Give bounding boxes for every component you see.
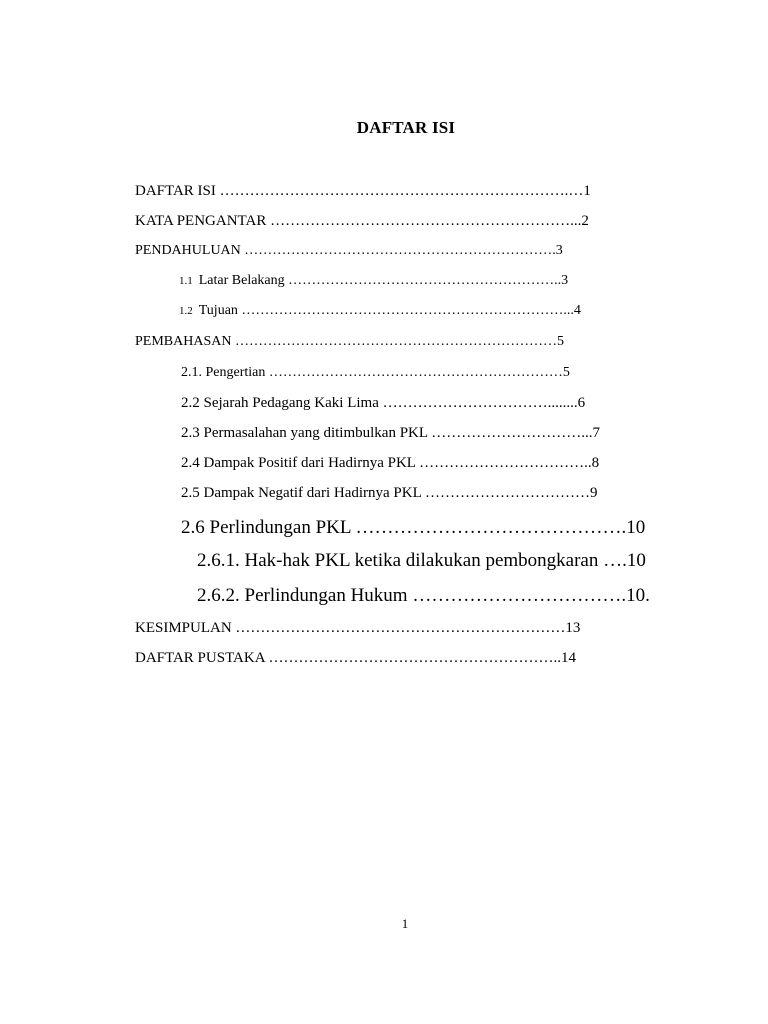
toc-entry-number: 1.1	[179, 275, 193, 287]
toc-entry-2-6-1: 2.6.1. Hak-hak PKL ketika dilakukan pembongkaran ….10	[197, 550, 646, 571]
toc-entry-kata-pengantar: KATA PENGANTAR ……………………………………………………...2	[135, 213, 589, 229]
toc-entry-2-3: 2.3 Permasalahan yang ditimbulkan PKL …………………………...7	[181, 425, 600, 441]
toc-entry-2-5: 2.5 Dampak Negatif dari Hadirnya PKL ……………………………9	[181, 485, 598, 501]
toc-entry-daftar-isi: DAFTAR ISI …………………………………………………………….…1	[135, 183, 591, 199]
toc-entry-number: 1.2	[179, 305, 193, 317]
toc-entry-2-6: 2.6 Perlindungan PKL …………………………………….10	[181, 517, 646, 538]
toc-entry-2-2: 2.2 Sejarah Pedagang Kaki Lima ……………………………........6	[181, 395, 586, 411]
toc-entry-label: Tujuan ……………………………………………………………...4	[198, 303, 581, 318]
toc-entry-kesimpulan: KESIMPULAN …………………………………………………………13	[135, 620, 581, 636]
toc-entry-2-4: 2.4 Dampak Positif dari Hadirnya PKL ……………………………..8	[181, 455, 600, 471]
toc-entry-label: Latar Belakang …………………………………………………..3	[198, 273, 569, 288]
toc-entry-pendahuluan: PENDAHULUAN ………………………………………………………….3	[135, 243, 563, 258]
toc-entry-pembahasan: PEMBAHASAN ……………………………………………………………5	[135, 334, 564, 349]
page-number: 1	[401, 916, 409, 931]
page-title: DAFTAR ISI	[356, 118, 456, 137]
toc-entry-tujuan	[179, 304, 581, 318]
toc-entry-latar-belakang	[179, 274, 568, 288]
toc-entry-daftar-pustaka: DAFTAR PUSTAKA …………………………………………………..14	[135, 650, 576, 666]
toc-entry-2-6-2: 2.6.2. Perlindungan Hukum …………………………….10.	[197, 585, 650, 606]
toc-entry-2-1: 2.1. Pengertian ………………………………………………………5	[181, 365, 570, 380]
